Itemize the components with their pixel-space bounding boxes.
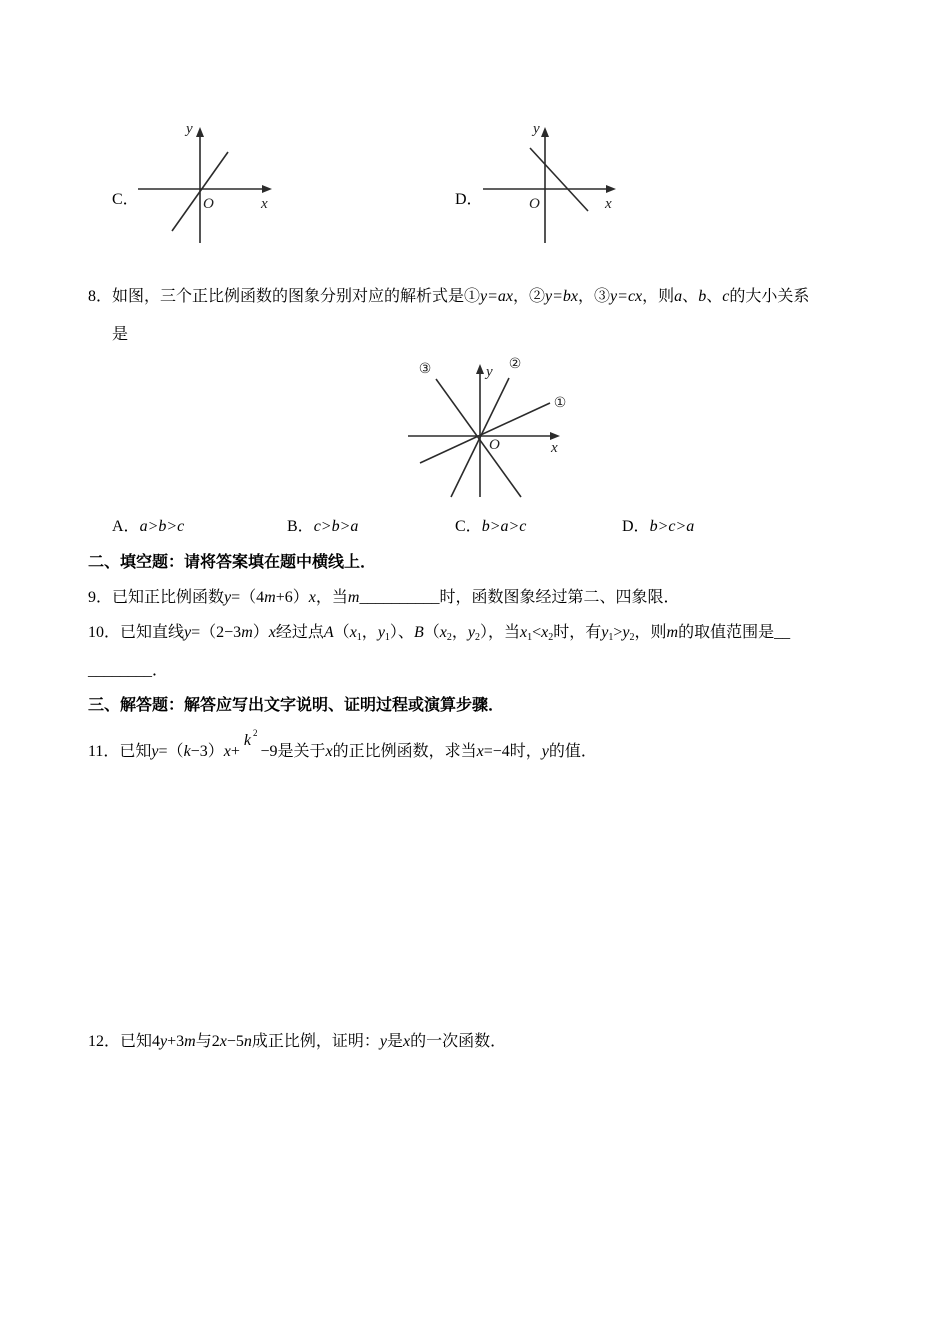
- subscript: 2: [446, 632, 452, 643]
- math-variable: y: [541, 743, 549, 760]
- option-b-label: B．: [287, 518, 314, 535]
- text-run: 的一次函数．: [410, 1033, 507, 1050]
- math-variable: b: [698, 288, 707, 305]
- text-run: ，③: [578, 288, 611, 305]
- text-run: 的正比例函数，求当: [332, 743, 477, 760]
- x-axis-label: x: [261, 196, 268, 212]
- text-run: −3）: [190, 743, 224, 760]
- text-run: ，: [361, 624, 378, 641]
- subscript: 2: [548, 632, 554, 643]
- math-variable: y=ax: [480, 288, 514, 305]
- option-d-label: D．: [455, 191, 483, 208]
- text-run: 与2: [195, 1033, 220, 1050]
- text-run: +3: [167, 1033, 185, 1050]
- y-axis-label: y: [486, 364, 493, 380]
- math-variable: y: [467, 624, 475, 641]
- text-run: 8．如图，三个正比例函数的图象分别对应的解析式是①: [88, 288, 481, 305]
- math-variable: m: [347, 589, 360, 606]
- math-variable: x: [519, 624, 528, 641]
- math-variable: x: [439, 624, 447, 641]
- text-run: （: [423, 624, 440, 641]
- subscript: 1: [527, 632, 533, 643]
- superscript: 2: [252, 728, 258, 738]
- option-a-label: A．: [112, 518, 140, 535]
- math-variable: y: [224, 589, 232, 606]
- text-run: 、: [682, 288, 699, 305]
- text-run: （: [333, 624, 350, 641]
- text-run: >: [613, 624, 623, 641]
- subscript: 2: [629, 632, 635, 643]
- option-d: [622, 517, 694, 537]
- text-run: 是: [387, 1033, 404, 1050]
- text-run: +: [230, 743, 240, 760]
- text-run: 是: [112, 326, 129, 343]
- math-variable: k: [183, 743, 191, 760]
- math-variable: x: [403, 1033, 411, 1050]
- option-d-label: D．: [622, 518, 650, 535]
- text-run: ），当: [479, 624, 520, 641]
- option-a-value: a>b>c: [139, 518, 185, 535]
- text-run: 12．已知4: [88, 1033, 161, 1050]
- math-variable: y: [377, 624, 385, 641]
- text-run: −9是关于: [260, 743, 326, 760]
- math-variable: x: [541, 624, 549, 641]
- text-run: 、: [706, 288, 723, 305]
- text-run: =−4时，: [483, 743, 542, 760]
- option-b-value: c>b>a: [313, 518, 359, 535]
- x-axis-label: x: [605, 196, 612, 212]
- text-run: +6）: [275, 589, 309, 606]
- y-axis-arrow: [476, 364, 484, 374]
- text-run: ）、: [389, 624, 414, 641]
- text-run: =（4: [231, 589, 265, 606]
- text-run: 10．已知直线: [88, 624, 185, 641]
- text-run: =（: [158, 743, 184, 760]
- origin-label: O: [529, 196, 540, 212]
- math-variable: n: [243, 1033, 252, 1050]
- math-variable: y: [622, 624, 630, 641]
- section-2-heading: 二、填空题：请将答案填在题中横线上．: [88, 554, 377, 571]
- math-variable: x: [476, 743, 484, 760]
- text-run: <: [532, 624, 542, 641]
- option-a: [112, 517, 184, 537]
- line-1: [420, 403, 550, 463]
- math-variable: x: [223, 743, 231, 760]
- y-axis-arrow: [196, 127, 204, 137]
- option-c-graph: [130, 115, 280, 250]
- text-run: ）: [252, 624, 269, 641]
- math-variable: x: [349, 624, 357, 641]
- question-10-line-1: [88, 623, 790, 643]
- math-variable: A: [323, 624, 334, 641]
- question-8-line-2: [112, 325, 128, 345]
- question-10-line-2: [88, 661, 168, 681]
- question-12: [88, 1032, 506, 1052]
- math-variable: y=bx: [545, 288, 579, 305]
- text-run: __________: [359, 589, 440, 606]
- text-run: =（2−3: [191, 624, 242, 641]
- question-8-line-1: [88, 287, 809, 307]
- option-d-graph: [475, 115, 625, 250]
- superscript: k: [243, 732, 251, 749]
- math-variable: y: [151, 743, 159, 760]
- question-8-graph: [400, 350, 580, 505]
- math-variable: x: [325, 743, 333, 760]
- section-3-heading: 三、解答题：解答应写出文字说明、证明过程或演算步骤．: [88, 697, 505, 714]
- line-1-label: ①: [553, 395, 567, 411]
- text-run: 成正比例，证明：: [251, 1033, 380, 1050]
- option-d-value: b>c>a: [649, 518, 695, 535]
- x-axis-arrow: [262, 185, 272, 193]
- option-c-value: b>a>c: [481, 518, 527, 535]
- text-run: ，当: [315, 589, 348, 606]
- x-axis-label: x: [551, 440, 558, 456]
- subscript: 1: [384, 632, 390, 643]
- subscript: 1: [608, 632, 614, 643]
- subscript: 2: [474, 632, 480, 643]
- math-variable: x: [308, 589, 316, 606]
- option-c-label: C．: [455, 518, 482, 535]
- text-run: ，②: [513, 288, 546, 305]
- math-variable: m: [241, 624, 253, 641]
- origin-label: O: [489, 437, 500, 453]
- text-run: −5: [226, 1033, 244, 1050]
- x-axis-arrow: [606, 185, 616, 193]
- math-variable: y: [379, 1033, 387, 1050]
- math-variable: m: [184, 1033, 196, 1050]
- text-run: 的大小关系: [729, 288, 810, 305]
- math-variable: x: [268, 624, 276, 641]
- math-variable: c: [722, 288, 730, 305]
- math-variable: a: [674, 288, 683, 305]
- text-run: 时，函数图象经过第二、四象限．: [439, 589, 680, 606]
- math-variable: y: [184, 624, 192, 641]
- x-axis-arrow: [550, 432, 560, 440]
- text-run: 11．已知: [88, 743, 152, 760]
- text-run: 的取值范围是__: [678, 624, 791, 641]
- text-run: 经过点: [275, 624, 324, 641]
- math-variable: B: [413, 624, 424, 641]
- option-b: [287, 517, 358, 537]
- question-11: [88, 728, 597, 762]
- option-c-label: C．: [112, 191, 139, 208]
- math-variable: y: [601, 624, 609, 641]
- y-axis-arrow: [541, 127, 549, 137]
- text-run: 的值．: [548, 743, 597, 760]
- line-3: [436, 379, 521, 497]
- math-variable: x: [219, 1033, 227, 1050]
- line-2-label: ②: [508, 356, 522, 372]
- option-c: [455, 517, 526, 537]
- text-run: 时，有: [553, 624, 602, 641]
- text-run: 9．已知正比例函数: [88, 589, 225, 606]
- text-run: ，则: [634, 624, 667, 641]
- text-run: ________．: [88, 662, 169, 679]
- text-run: ，则: [642, 288, 675, 305]
- y-axis-label: y: [186, 121, 193, 137]
- math-variable: m: [264, 589, 276, 606]
- subscript: 1: [356, 632, 362, 643]
- math-variable: y=cx: [610, 288, 643, 305]
- math-variable: m: [666, 624, 679, 641]
- y-axis-label: y: [533, 121, 540, 137]
- text-run: ，: [451, 624, 468, 641]
- question-9: [88, 588, 679, 608]
- line-3-label: ③: [418, 361, 432, 377]
- origin-label: O: [203, 196, 214, 212]
- math-variable: y: [160, 1033, 168, 1050]
